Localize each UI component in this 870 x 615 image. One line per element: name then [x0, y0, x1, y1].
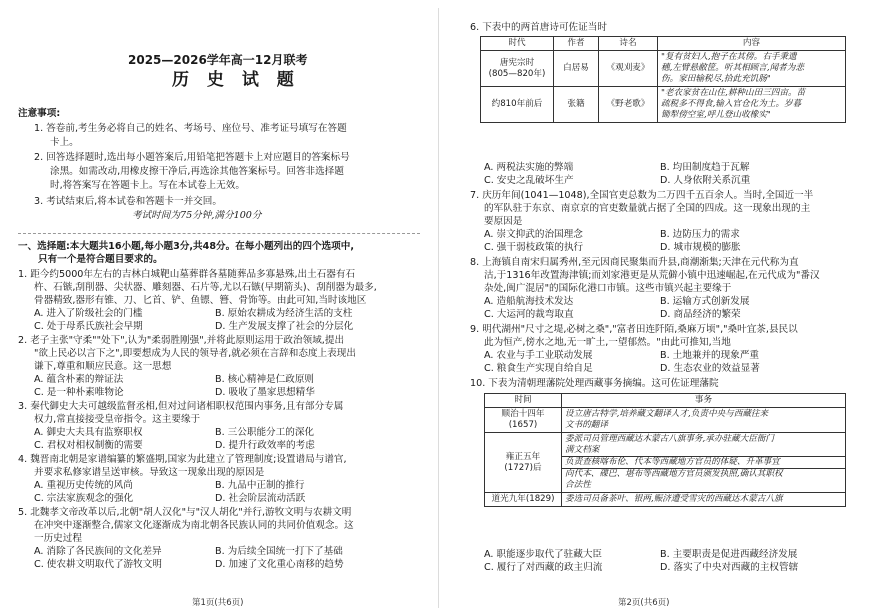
question-stem: 5. 北魏孝文帝改革以后,北朝"胡人汉化"与"汉人胡化"并行,游牧文明与农耕文明	[18, 507, 352, 518]
question-stem: 7. 庆历年间(1041—1048),全国官吏总数为二万四千五百余人。当时,全国近一半	[470, 190, 814, 201]
table-cell	[485, 433, 562, 493]
question-stem: 杂处,闽广混居"的国际化港口市镇。这些市镇兴起主要缘于	[484, 283, 732, 294]
table-header: 作者	[554, 37, 599, 51]
option-b[interactable]: B. 为后续全国统一打下了基础	[215, 546, 343, 557]
option-c[interactable]: C. 宗法家族观念的强化	[34, 493, 134, 504]
option-a[interactable]: A. 进入了阶级社会的门槛	[34, 308, 143, 319]
poem-line: 伤。家田输税尽,拾此充饥肠"	[661, 74, 771, 84]
table-cell	[562, 408, 846, 433]
notice-line: 时,将答案写在答题卡上。写在本试卷上无效。	[50, 180, 245, 191]
era-text: 唐宪宗时	[499, 57, 535, 68]
divider	[18, 233, 420, 234]
question-stem: 1. 距今约5000年左右的吉林白城靶山墓葬群各墓随葬品多寡悬殊,出土石器有石	[18, 269, 356, 280]
poem-line: 锄犁傍空室,呼儿登山收橡实"	[661, 110, 771, 120]
option-a[interactable]: A. 造船航海技术发达	[484, 296, 574, 307]
table-cell: 《观刈麦》	[599, 51, 658, 87]
question-stem: 权力,常直接接受皇帝指令。这主要缘于	[34, 414, 201, 425]
question-stem: 一历史过程	[34, 533, 82, 544]
poem-line: "复有贫妇人,抱子在其傍。右手秉遗	[661, 52, 797, 62]
question-stem: 3. 秦代御史大夫可越级监督丞相,但对过问诸相职权范围内事务,且有部分专属	[18, 401, 344, 412]
time-note: 考试时间为75分钟,满分100分	[132, 210, 262, 221]
table-cell: 白居易	[554, 51, 599, 87]
table-cell	[658, 87, 846, 123]
table-header: 事务	[562, 394, 846, 408]
option-c[interactable]: C. 使农耕文明取代了游牧文明	[34, 559, 162, 570]
option-b[interactable]: B. 均田制度趋于瓦解	[660, 162, 750, 173]
question-stem: 9. 明代湖州"尺寸之堤,必树之桑","富者田连阡陌,桑麻万顷","桑叶宜茶,县民以	[470, 324, 798, 335]
option-c[interactable]: C. 处于母系氏族社会早期	[34, 321, 143, 332]
option-b[interactable]: B. 主要职责是促进西藏经济发展	[660, 549, 798, 560]
table-cell: 约810年前后	[481, 87, 554, 123]
option-b[interactable]: B. 九品中正制的推行	[215, 480, 305, 491]
question-stem: 谦下,尊重和顺应民意。这一思想	[34, 361, 172, 372]
option-b[interactable]: B. 原始农耕成为经济生活的支柱	[215, 308, 353, 319]
option-d[interactable]: D. 商品经济的繁荣	[660, 309, 741, 320]
notice-line: 涂黑。如需改动,用橡皮擦干净后,再选涂其他答案标号。回答非选择题	[50, 166, 344, 177]
notice-line: 3. 考试结束后,将本试卷和答题卡一并交回。	[34, 196, 222, 207]
table-cell: 道光九年(1829)	[485, 493, 562, 507]
table-header: 时代	[481, 37, 554, 51]
option-c[interactable]: C. 粮食生产实现自给自足	[484, 363, 593, 374]
page-footer: 第2页(共6页)	[618, 598, 670, 608]
table-row	[485, 493, 846, 507]
question-stem: "欲上民必以言下之",即要想成为人民的领导者,就必须在言辞和态度上表现出	[34, 348, 356, 359]
table-header: 诗名	[599, 37, 658, 51]
table-cell	[481, 51, 554, 87]
time-text: (1657)	[508, 420, 538, 430]
option-c[interactable]: C. 君权对相权制衡的需要	[34, 440, 143, 451]
exam-title: 2025—2026学年高一12月联考	[128, 53, 308, 67]
option-d[interactable]: D. 社会阶层流动活跃	[215, 493, 306, 504]
question-stem: 此为恒产,傍水之地,无一旷土,一望郁然。"由此可推知,当地	[484, 337, 731, 348]
option-a[interactable]: A. 两税法实施的弊端	[484, 162, 574, 173]
option-a[interactable]: A. 重视历史传统的风尚	[34, 480, 133, 491]
option-d[interactable]: D. 落实了中央对西藏的主权管辖	[660, 562, 799, 573]
time-text: 顺治十四年	[501, 409, 545, 419]
affair-line: 设立唐古特学,培养藏文翻译人才,负责中央与西藏往来	[565, 409, 769, 419]
affair-line: 满文档案	[565, 445, 600, 455]
question-stem: 在冲突中逐渐整合,儒家文化逐渐成为南北朝各民族认同的共同价值观念。这	[34, 520, 354, 531]
question-stem: 沽,于1316年改置海津镇;而刘家港更是从荒僻小镇中迅速崛起,在元代成为"番汉	[484, 270, 820, 281]
question-stem: 6. 下表中的两首唐诗可佐证当时	[470, 22, 607, 33]
q10-table	[484, 393, 846, 507]
poem-line: 穗,左臂悬敝筐。听其相顾言,闻者为悲	[661, 63, 804, 73]
notice-line: 2. 回答选择题时,选出每小题答案后,用铅笔把答题卡上对应题目的答案标号	[34, 152, 350, 163]
section-heading-2: 只有一个是符合题目要求的。	[38, 254, 163, 265]
notice-line: 1. 答卷前,考生务必将自己的姓名、考场号、座位号、准考证号填写在答题	[34, 123, 347, 134]
option-c[interactable]: C. 大运河的裁弯取直	[484, 309, 574, 320]
affair-line: 向代本、碟巴、堪布等西藏地方官员颁发执照,确认其职权	[562, 468, 845, 480]
time-text: 雍正五年	[505, 451, 541, 462]
table-header-row	[485, 394, 846, 408]
subject-title: 历 史 试 题	[172, 70, 300, 90]
option-b[interactable]: B. 土地兼并的现象严重	[660, 350, 760, 361]
poem-line: "老农家贫在山住,耕种山田三四亩。苗	[661, 88, 806, 98]
option-a[interactable]: A. 蕴含朴素的辩证法	[34, 374, 124, 385]
question-stem: 8. 上海镇自南宋归属秀州,至元因商民聚集而升县,商潮渐集;天津在元代称为直	[470, 257, 799, 268]
affair-line: 合法性	[565, 480, 591, 490]
affair-line: 委派司员管理西藏达木蒙古八旗事务,承办驻藏大臣衙门	[565, 434, 774, 444]
question-stem: 杵、石镞,刮削器、尖状器、雕刻器、石片等,尤以石镞(早期箭头)、刮削器为最多,	[34, 282, 377, 293]
table-header-row	[481, 37, 846, 51]
option-c[interactable]: C. 是一种朴素唯物论	[34, 387, 124, 398]
poem-line: 疏税多不得食,输入官仓化为土。岁暮	[661, 99, 802, 109]
question-stem: 并要求私修家谱呈送审核。导致这一现象出现的原因是	[34, 467, 265, 478]
affair-line: 负责查核喀布伦、代本等西藏地方官员的体疑、升革事宜	[562, 456, 845, 468]
option-a[interactable]: A. 崇文抑武的治国理念	[484, 229, 583, 240]
option-a[interactable]: A. 消除了各民族间的文化差异	[34, 546, 162, 557]
option-b[interactable]: B. 运输方式创新发展	[660, 296, 750, 307]
option-d[interactable]: D. 城市规模的膨胀	[660, 242, 741, 253]
time-text: (1727)后	[504, 462, 542, 473]
option-d[interactable]: D. 生产发展支撑了社会的分层化	[215, 321, 354, 332]
question-stem: 要原因是	[484, 216, 523, 227]
table-header: 时间	[485, 394, 562, 408]
option-b[interactable]: B. 边防压力的需求	[660, 229, 740, 240]
table-cell	[562, 433, 846, 493]
q6-table	[480, 36, 846, 123]
question-stem: 4. 魏晋南北朝是家谱编纂的繁盛期,国家为此建立了管理制度;设置谱局与谱官,	[18, 454, 347, 465]
option-b[interactable]: B. 核心精神是仁政原则	[215, 374, 315, 385]
table-cell	[658, 51, 846, 87]
option-a[interactable]: A. 御史大夫具有监察职权	[34, 427, 143, 438]
question-stem: 骨器精致,器形有锥、刀、匕首、铲、鱼镖、簪、骨饰等。由此可知,当时该地区	[34, 295, 367, 306]
table-cell	[485, 408, 562, 433]
table-cell: 委选司员备茶叶、银两,赈济遭受雪灾的西藏达木蒙古八旗	[562, 493, 846, 507]
question-stem: 10. 下表为清朝理藩院处理西藏事务摘编。这可佐证理藩院	[470, 378, 719, 389]
option-c[interactable]: C. 强干弱枝政策的执行	[484, 242, 584, 253]
option-b[interactable]: B. 三公职能分工的深化	[215, 427, 315, 438]
option-a[interactable]: A. 农业与手工业联动发展	[484, 350, 593, 361]
option-d[interactable]: D. 吸收了墨家思想精华	[215, 387, 315, 398]
right-page	[440, 0, 870, 615]
option-c[interactable]: C. 履行了对西藏的政主归流	[484, 562, 603, 573]
table-cell: 《野老歌》	[599, 87, 658, 123]
table-row	[481, 87, 846, 123]
era-text: (805—820年)	[488, 68, 546, 79]
question-stem: 2. 老子主张"守柔""处下",认为"柔弱胜刚强",并将此原则运用于政治领域,提出	[18, 335, 345, 346]
table-cell: 张籍	[554, 87, 599, 123]
option-d[interactable]: D. 提升行政效率的考虑	[215, 440, 315, 451]
question-stem: 的军队驻于东京、南京京的官吏数量就占据了全国的四成。这一现象出现的主	[484, 203, 811, 214]
option-a[interactable]: A. 职能逐步取代了驻藏大臣	[484, 549, 603, 560]
notice-line: 卡上。	[50, 137, 79, 148]
notice-heading: 注意事项:	[18, 108, 61, 119]
table-row	[481, 51, 846, 87]
affair-line: 文书的翻译	[565, 420, 608, 430]
page-footer: 第1页(共6页)	[192, 598, 244, 608]
table-row	[485, 433, 846, 493]
option-d[interactable]: D. 生态农业的效益显著	[660, 363, 760, 374]
option-d[interactable]: D. 加速了文化重心南移的趋势	[215, 559, 344, 570]
section-heading: 一、选择题:本大题共16小题,每小题3分,共48分。在每小题列出的四个选项中,	[18, 241, 354, 252]
option-c[interactable]: C. 安史之乱破坏生产	[484, 175, 574, 186]
table-row	[485, 408, 846, 433]
table-header: 内容	[658, 37, 846, 51]
option-d[interactable]: D. 人身依附关系沉重	[660, 175, 751, 186]
